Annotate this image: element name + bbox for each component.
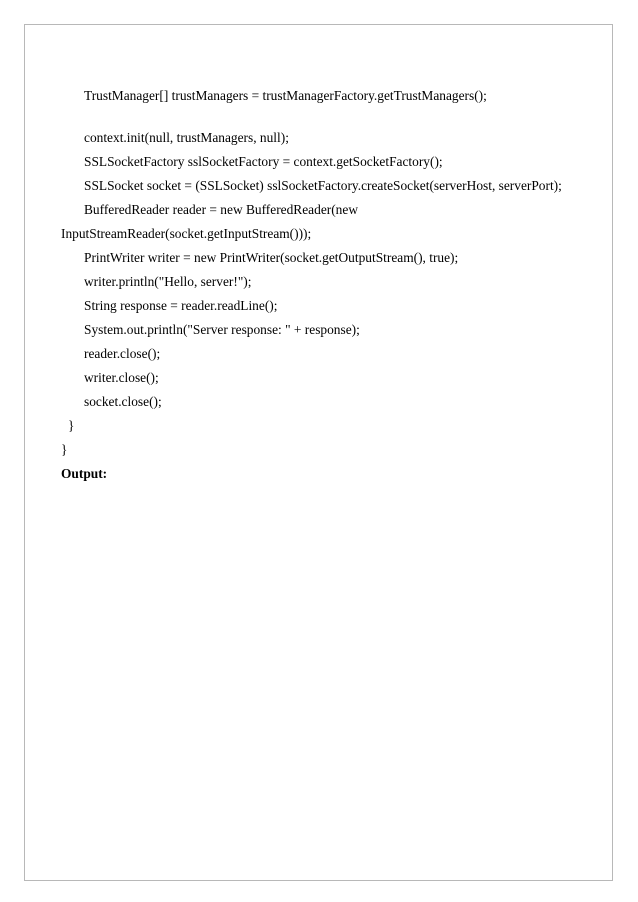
code-line: SSLSocketFactory sslSocketFactory = context.getSocketFactory(); <box>84 154 443 169</box>
page-frame <box>24 24 613 881</box>
code-line: BufferedReader reader = new BufferedReader(new <box>84 202 358 217</box>
code-line: SSLSocket socket = (SSLSocket) sslSocketFactory.createSocket(serverHost, serverPort); <box>84 178 562 193</box>
code-line: context.init(null, trustManagers, null); <box>84 130 289 145</box>
code-line: socket.close(); <box>84 394 162 409</box>
output-label: Output: <box>61 466 108 481</box>
code-line: String response = reader.readLine(); <box>84 298 278 313</box>
code-line: writer.println("Hello, server!"); <box>84 274 252 289</box>
code-line: InputStreamReader(socket.getInputStream())); <box>61 226 312 241</box>
code-line: writer.close(); <box>84 370 159 385</box>
code-line: TrustManager[] trustManagers = trustManagerFactory.getTrustManagers(); <box>84 88 487 103</box>
closing-brace: } <box>68 418 75 433</box>
code-line: System.out.println("Server response: " + response); <box>84 322 360 337</box>
closing-brace: } <box>61 442 68 457</box>
code-line: PrintWriter writer = new PrintWriter(socket.getOutputStream(), true); <box>84 250 459 265</box>
code-line: reader.close(); <box>84 346 161 361</box>
